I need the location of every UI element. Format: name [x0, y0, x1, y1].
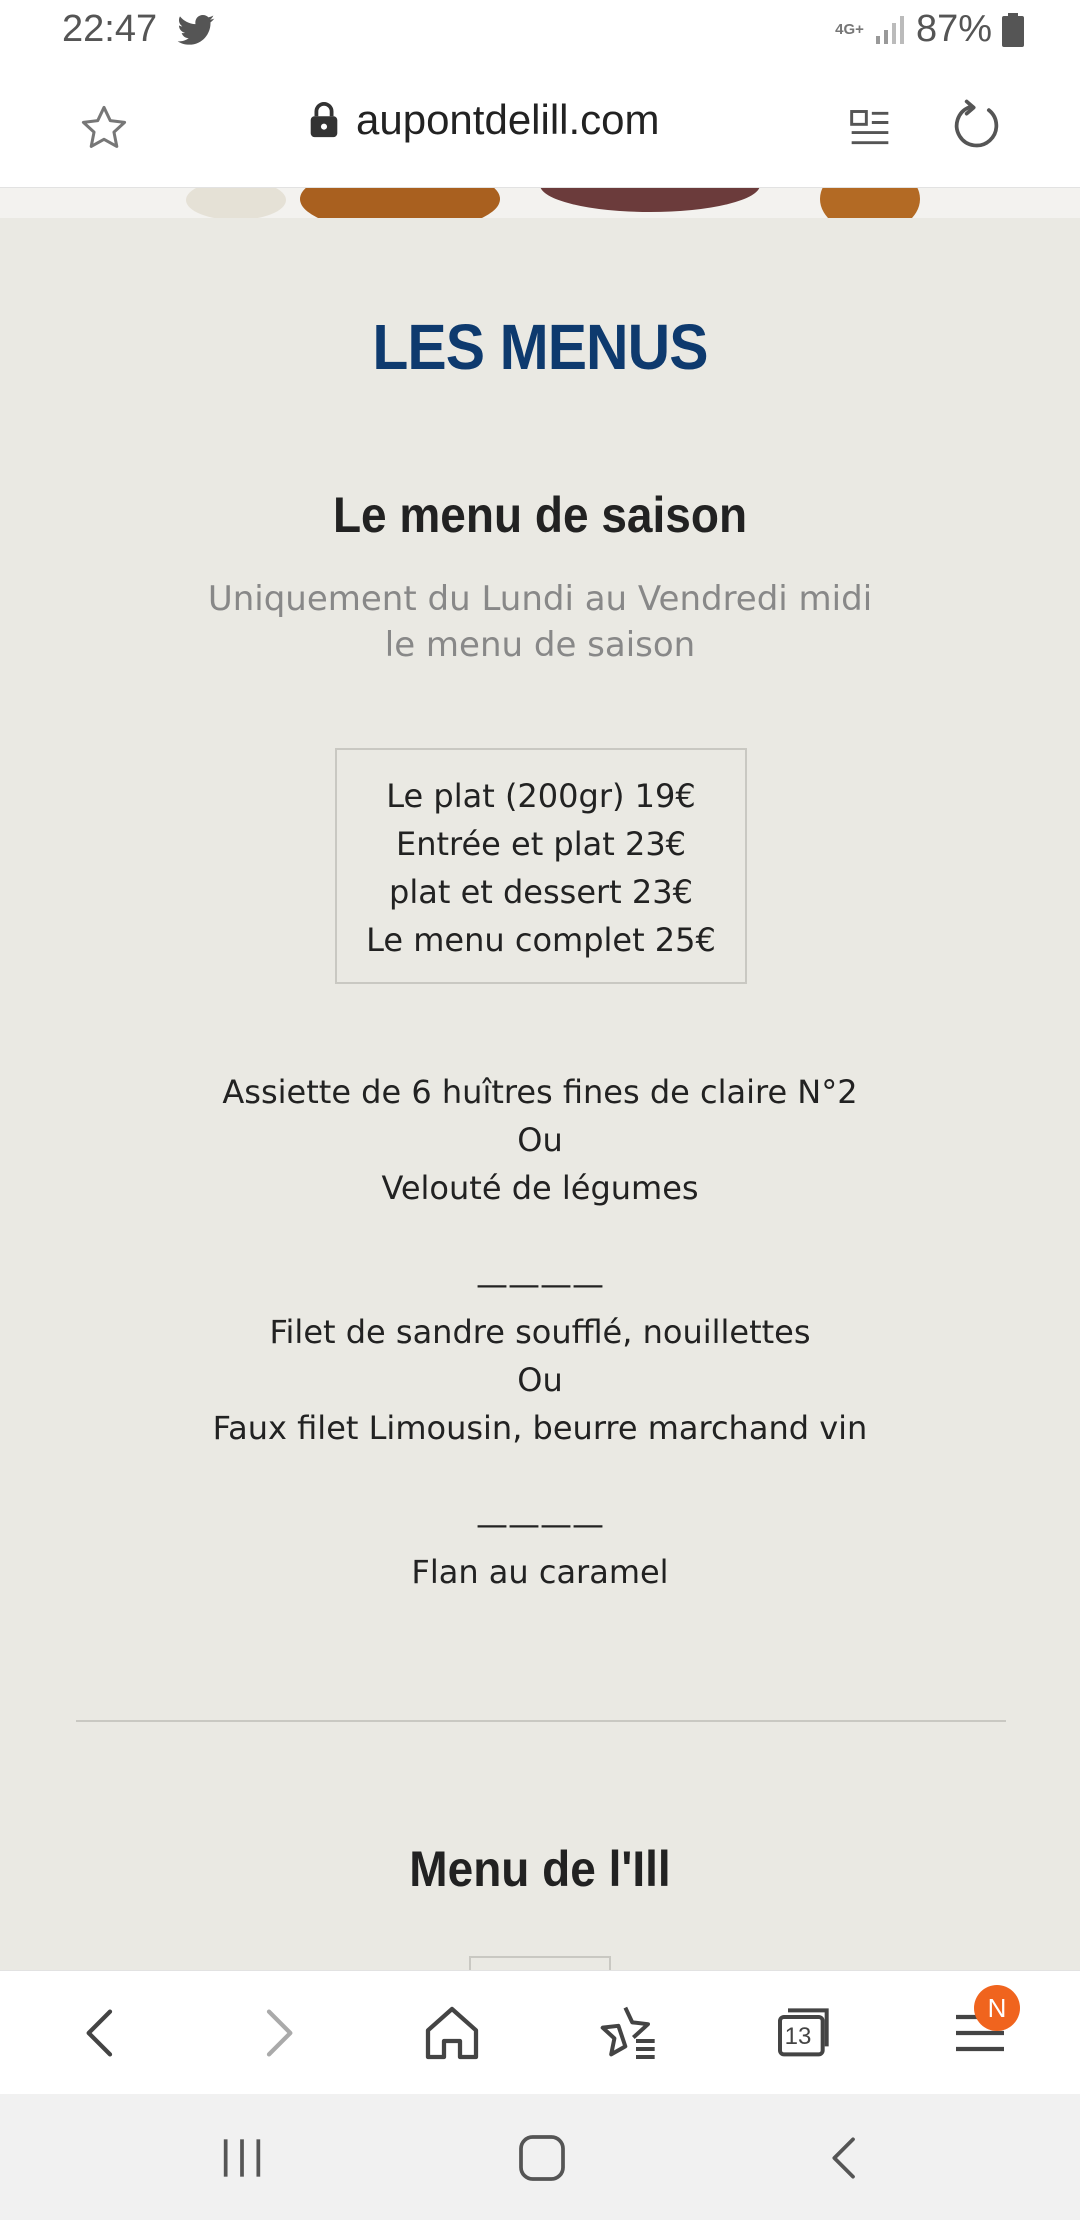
- status-time: 22:47: [62, 8, 158, 50]
- dish-line: [0, 1212, 1080, 1260]
- price-line: Entrée et plat 23€: [395, 825, 687, 863]
- browser-bottom-bar: [0, 1970, 1080, 2094]
- price-box-partial: [469, 1956, 611, 1970]
- browser-toolbar: [0, 66, 1080, 188]
- dish-list: [0, 1068, 1080, 1596]
- tabs-button[interactable]: [772, 2001, 836, 2065]
- dish-line: Faux filet Limousin, beurre marchand vin: [212, 1409, 868, 1447]
- dish-line: Flan au caramel: [411, 1553, 669, 1591]
- bookmark-star-icon[interactable]: [78, 102, 130, 154]
- system-back-icon[interactable]: [818, 2130, 874, 2186]
- section-title-ill: Menu de l'Ill: [409, 1841, 671, 1897]
- battery-icon: [1002, 13, 1024, 47]
- dish-separator: ————: [476, 1265, 604, 1303]
- price-line: Le menu complet 25€: [366, 921, 716, 959]
- dish-separator: ————: [476, 1505, 604, 1543]
- home-icon[interactable]: [420, 2001, 484, 2065]
- dish-line: Ou: [517, 1361, 563, 1399]
- reader-mode-icon[interactable]: [848, 106, 892, 150]
- section-subtitle: [0, 576, 1080, 668]
- address-bar[interactable]: [308, 96, 660, 144]
- forward-icon[interactable]: [245, 2001, 309, 2065]
- battery-percentage: 87%: [915, 8, 992, 50]
- menu-notification-badge: N: [974, 1985, 1020, 2031]
- section-title-saison: Le menu de saison: [332, 487, 748, 543]
- system-nav-bar: [0, 2094, 1080, 2220]
- subtitle-line: Uniquement du Lundi au Vendredi midi: [207, 579, 873, 619]
- price-box: [335, 748, 747, 984]
- twitter-icon: [176, 14, 216, 48]
- lock-icon: [308, 101, 340, 139]
- section-divider: [76, 1720, 1006, 1722]
- price-line: Le plat (200gr) 19€: [386, 777, 696, 815]
- signal-icon: [874, 14, 906, 46]
- price-line: plat et dessert 23€: [389, 873, 693, 911]
- recent-apps-icon[interactable]: [214, 2130, 270, 2186]
- status-bar: [0, 0, 1080, 66]
- dish-line: Velouté de légumes: [381, 1169, 699, 1207]
- network-type: 4G+: [835, 21, 864, 38]
- hero-image: [0, 188, 1080, 218]
- tabs-count: 13: [784, 2023, 812, 2050]
- reload-icon[interactable]: [948, 98, 1004, 154]
- dish-line: Ou: [517, 1121, 563, 1159]
- url-text[interactable]: aupontdelill.com: [356, 96, 660, 143]
- page-content: [0, 218, 1080, 1970]
- home-button-icon[interactable]: [514, 2130, 570, 2186]
- bookmarks-icon[interactable]: [596, 2001, 660, 2065]
- dish-line: Assiette de 6 huîtres fines de claire N°2: [222, 1073, 858, 1111]
- dish-line: Filet de sandre soufflé, nouillettes: [269, 1313, 811, 1351]
- back-icon[interactable]: [70, 2001, 134, 2065]
- page-title: LES MENUS: [372, 311, 708, 383]
- subtitle-line: le menu de saison: [384, 625, 696, 665]
- dish-line: [0, 1452, 1080, 1500]
